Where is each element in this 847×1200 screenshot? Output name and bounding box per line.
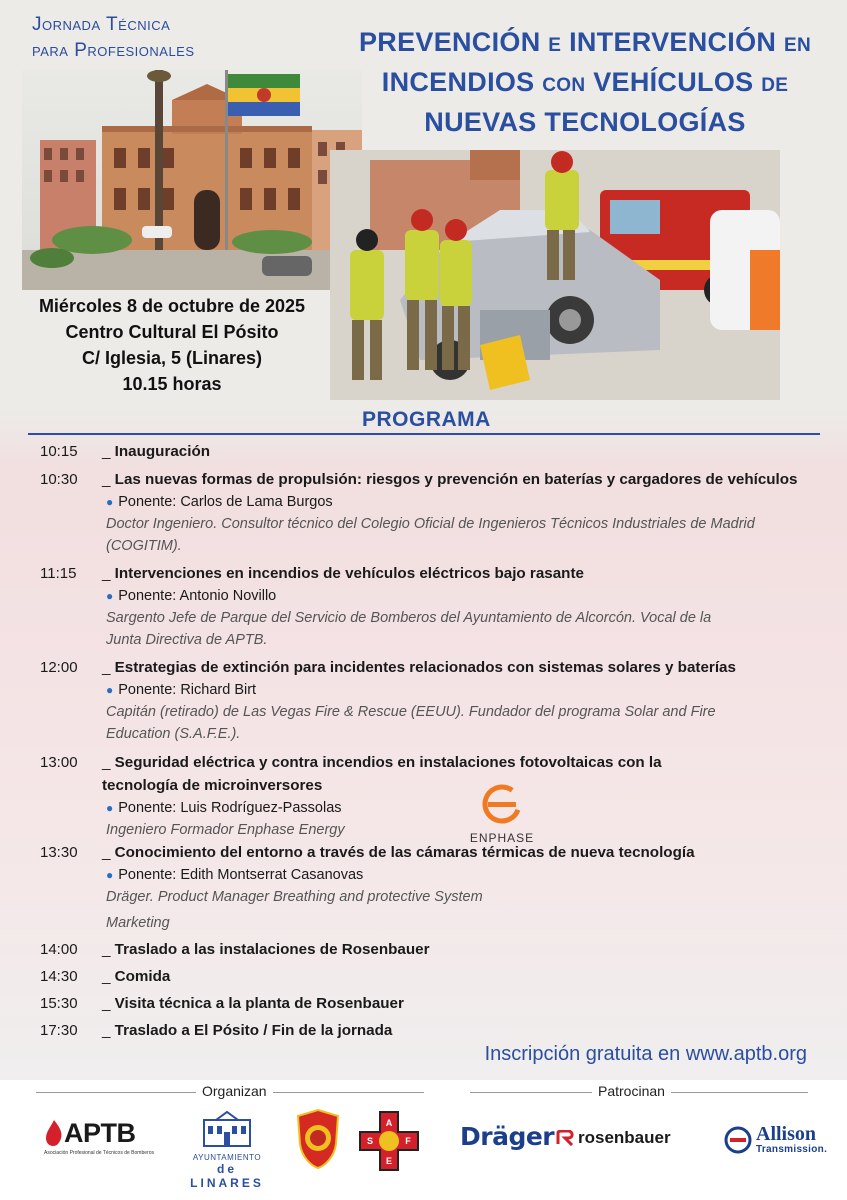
schedule-item — [40, 751, 820, 841]
event-info — [22, 293, 322, 397]
aptb-subtitle: Asociación Profesional de Técnicos de Bomberos — [44, 1150, 154, 1156]
schedule-title: _ Traslado a las instalaciones de Rosenbauer — [102, 941, 430, 958]
schedule-time: 14:00 — [40, 941, 78, 958]
bomberos-shield-icon — [294, 1108, 342, 1170]
enphase-logo-icon — [480, 782, 524, 826]
schedule-time: 15:30 — [40, 995, 78, 1012]
linares-logo — [184, 1110, 270, 1190]
schedule-time: 11:15 — [40, 565, 77, 582]
schedule-item — [40, 468, 820, 557]
aptb-wordmark: APTB — [64, 1118, 136, 1148]
schedule-title: _ Estrategias de extinción para incidentes relacionados con sistemas solares y baterías — [102, 659, 736, 676]
schedule-item — [40, 440, 820, 466]
schedule-speaker-desc: Ingeniero Formador Enphase Energy — [106, 822, 345, 838]
inscripcion-link[interactable]: Inscripción gratuita en www.aptb.org — [484, 1043, 807, 1065]
allison-transmission: Transmission. — [756, 1144, 828, 1155]
drager-logo: Dräger — [460, 1122, 555, 1151]
programa-schedule — [40, 440, 820, 1042]
event-title-line-3: NUEVAS TECNOLOGÍAS — [424, 107, 746, 137]
schedule-item — [40, 841, 820, 934]
event-title-line-2: INCENDIOS con VEHÍCULOS de — [381, 67, 789, 97]
schedule-time: 12:00 — [40, 659, 78, 676]
svg-text:F: F — [405, 1136, 411, 1146]
schedule-item — [40, 938, 820, 961]
rosenbauer-wordmark: rosenbauer — [578, 1128, 671, 1147]
schedule-title: _ Las nuevas formas de propulsión: riesgos y prevención en baterías y cargadores de vehículos — [102, 471, 798, 488]
schedule-speaker: ● Ponente: Luis Rodríguez-Passolas — [106, 800, 342, 816]
event-time: 10.15 horas — [122, 374, 222, 394]
schedule-time: 17:30 — [40, 1022, 78, 1039]
bullet-icon: ● — [106, 683, 114, 697]
jornada-line-2: para Profesionales — [32, 40, 195, 61]
schedule-speaker-desc: Sargento Jefe de Parque del Servicio de Bomberos del Ayuntamiento de Alcorcón. Vocal de la Junta Directiva de APTB. — [106, 610, 712, 648]
schedule-title: _ Inauguración — [102, 443, 211, 460]
bullet-icon: ● — [106, 589, 114, 603]
event-title-line-1: PREVENCIÓN e INTERVENCIÓN en — [358, 27, 812, 57]
programa-divider — [28, 433, 820, 435]
schedule-speaker-desc-2: Marketing — [106, 915, 170, 931]
schedule-title: _ Comida — [102, 968, 171, 985]
schedule-time: 13:30 — [40, 844, 78, 861]
schedule-speaker: ● Ponente: Edith Montserrat Casanovas — [106, 867, 364, 883]
programa-title: PROGRAMA — [362, 408, 491, 431]
aptb-logo — [44, 1118, 164, 1156]
jornada-line-1: Jornada Técnica — [32, 14, 171, 35]
allison-logo-icon — [724, 1126, 752, 1154]
fire-rescue-illustration — [330, 150, 780, 400]
svg-text:E: E — [385, 1156, 393, 1166]
svg-text:S: S — [366, 1136, 374, 1146]
schedule-speaker: ● Ponente: Carlos de Lama Burgos — [106, 494, 333, 510]
schedule-time: 10:30 — [40, 471, 78, 488]
svg-text:A: A — [385, 1118, 393, 1128]
safe-logo-icon — [358, 1110, 420, 1172]
schedule-item — [40, 1019, 820, 1042]
schedule-title: _ Conocimiento del entorno a través de las cámaras térmicas de nueva tecnología — [102, 844, 695, 861]
aptb-logo-icon — [44, 1120, 64, 1148]
schedule-speaker: ● Ponente: Antonio Novillo — [106, 588, 277, 604]
event-title — [350, 22, 820, 142]
schedule-title: _ Visita técnica a la planta de Rosenbauer — [102, 995, 404, 1012]
enphase-logo — [462, 782, 542, 845]
schedule-speaker-desc: Dräger. Product Manager Breathing and protective System — [106, 889, 483, 905]
linares-logo-icon — [198, 1110, 256, 1148]
linares-line-1: AYUNTAMIENTO — [192, 1153, 262, 1162]
schedule-item — [40, 965, 820, 988]
schedule-item — [40, 656, 820, 745]
schedule-title: _ Intervenciones en incendios de vehículos eléctricos bajo rasante — [102, 565, 584, 582]
bullet-icon: ● — [106, 801, 114, 815]
schedule-item — [40, 992, 820, 1015]
schedule-speaker: ● Ponente: Richard Birt — [106, 682, 257, 698]
allison-wordmark: Allison — [756, 1123, 817, 1145]
bullet-icon: ● — [106, 868, 114, 882]
rosenbauer-logo — [556, 1128, 671, 1148]
enphase-label: ENPHASE — [469, 831, 535, 845]
event-address: C/ Iglesia, 5 (Linares) — [81, 348, 263, 368]
schedule-time: 13:00 — [40, 754, 78, 771]
schedule-speaker-desc: Doctor Ingeniero. Consultor técnico del Colegio Oficial de Ingenieros Técnicos Industriales de Madrid (COGITIM). — [106, 516, 755, 554]
bullet-icon: ● — [106, 495, 114, 509]
event-venue: Centro Cultural El Pósito — [65, 322, 279, 342]
schedule-time: 14:30 — [40, 968, 78, 985]
schedule-title: _ Traslado a El Pósito / Fin de la jornada — [102, 1022, 393, 1039]
schedule-time: 10:15 — [40, 443, 78, 460]
schedule-item — [40, 562, 820, 651]
organizan-label: Organizan — [196, 1083, 273, 1099]
event-date: Miércoles 8 de octubre de 2025 — [38, 296, 306, 316]
allison-logo — [724, 1124, 827, 1155]
patrocinan-label: Patrocinan — [592, 1083, 671, 1099]
rosenbauer-logo-icon — [556, 1130, 576, 1146]
linares-line-2: de LINARES — [190, 1162, 264, 1190]
town-hall-illustration — [22, 70, 362, 290]
schedule-speaker-desc: Capitán (retirado) de Las Vegas Fire & Rescue (EEUU). Fundador del programa Solar and Fire Education (S.A.F.E.). — [106, 704, 716, 742]
schedule-title: _ Seguridad eléctrica y contra incendios en instalaciones fotovoltaicas con la tecnología de microinversores — [102, 754, 662, 794]
